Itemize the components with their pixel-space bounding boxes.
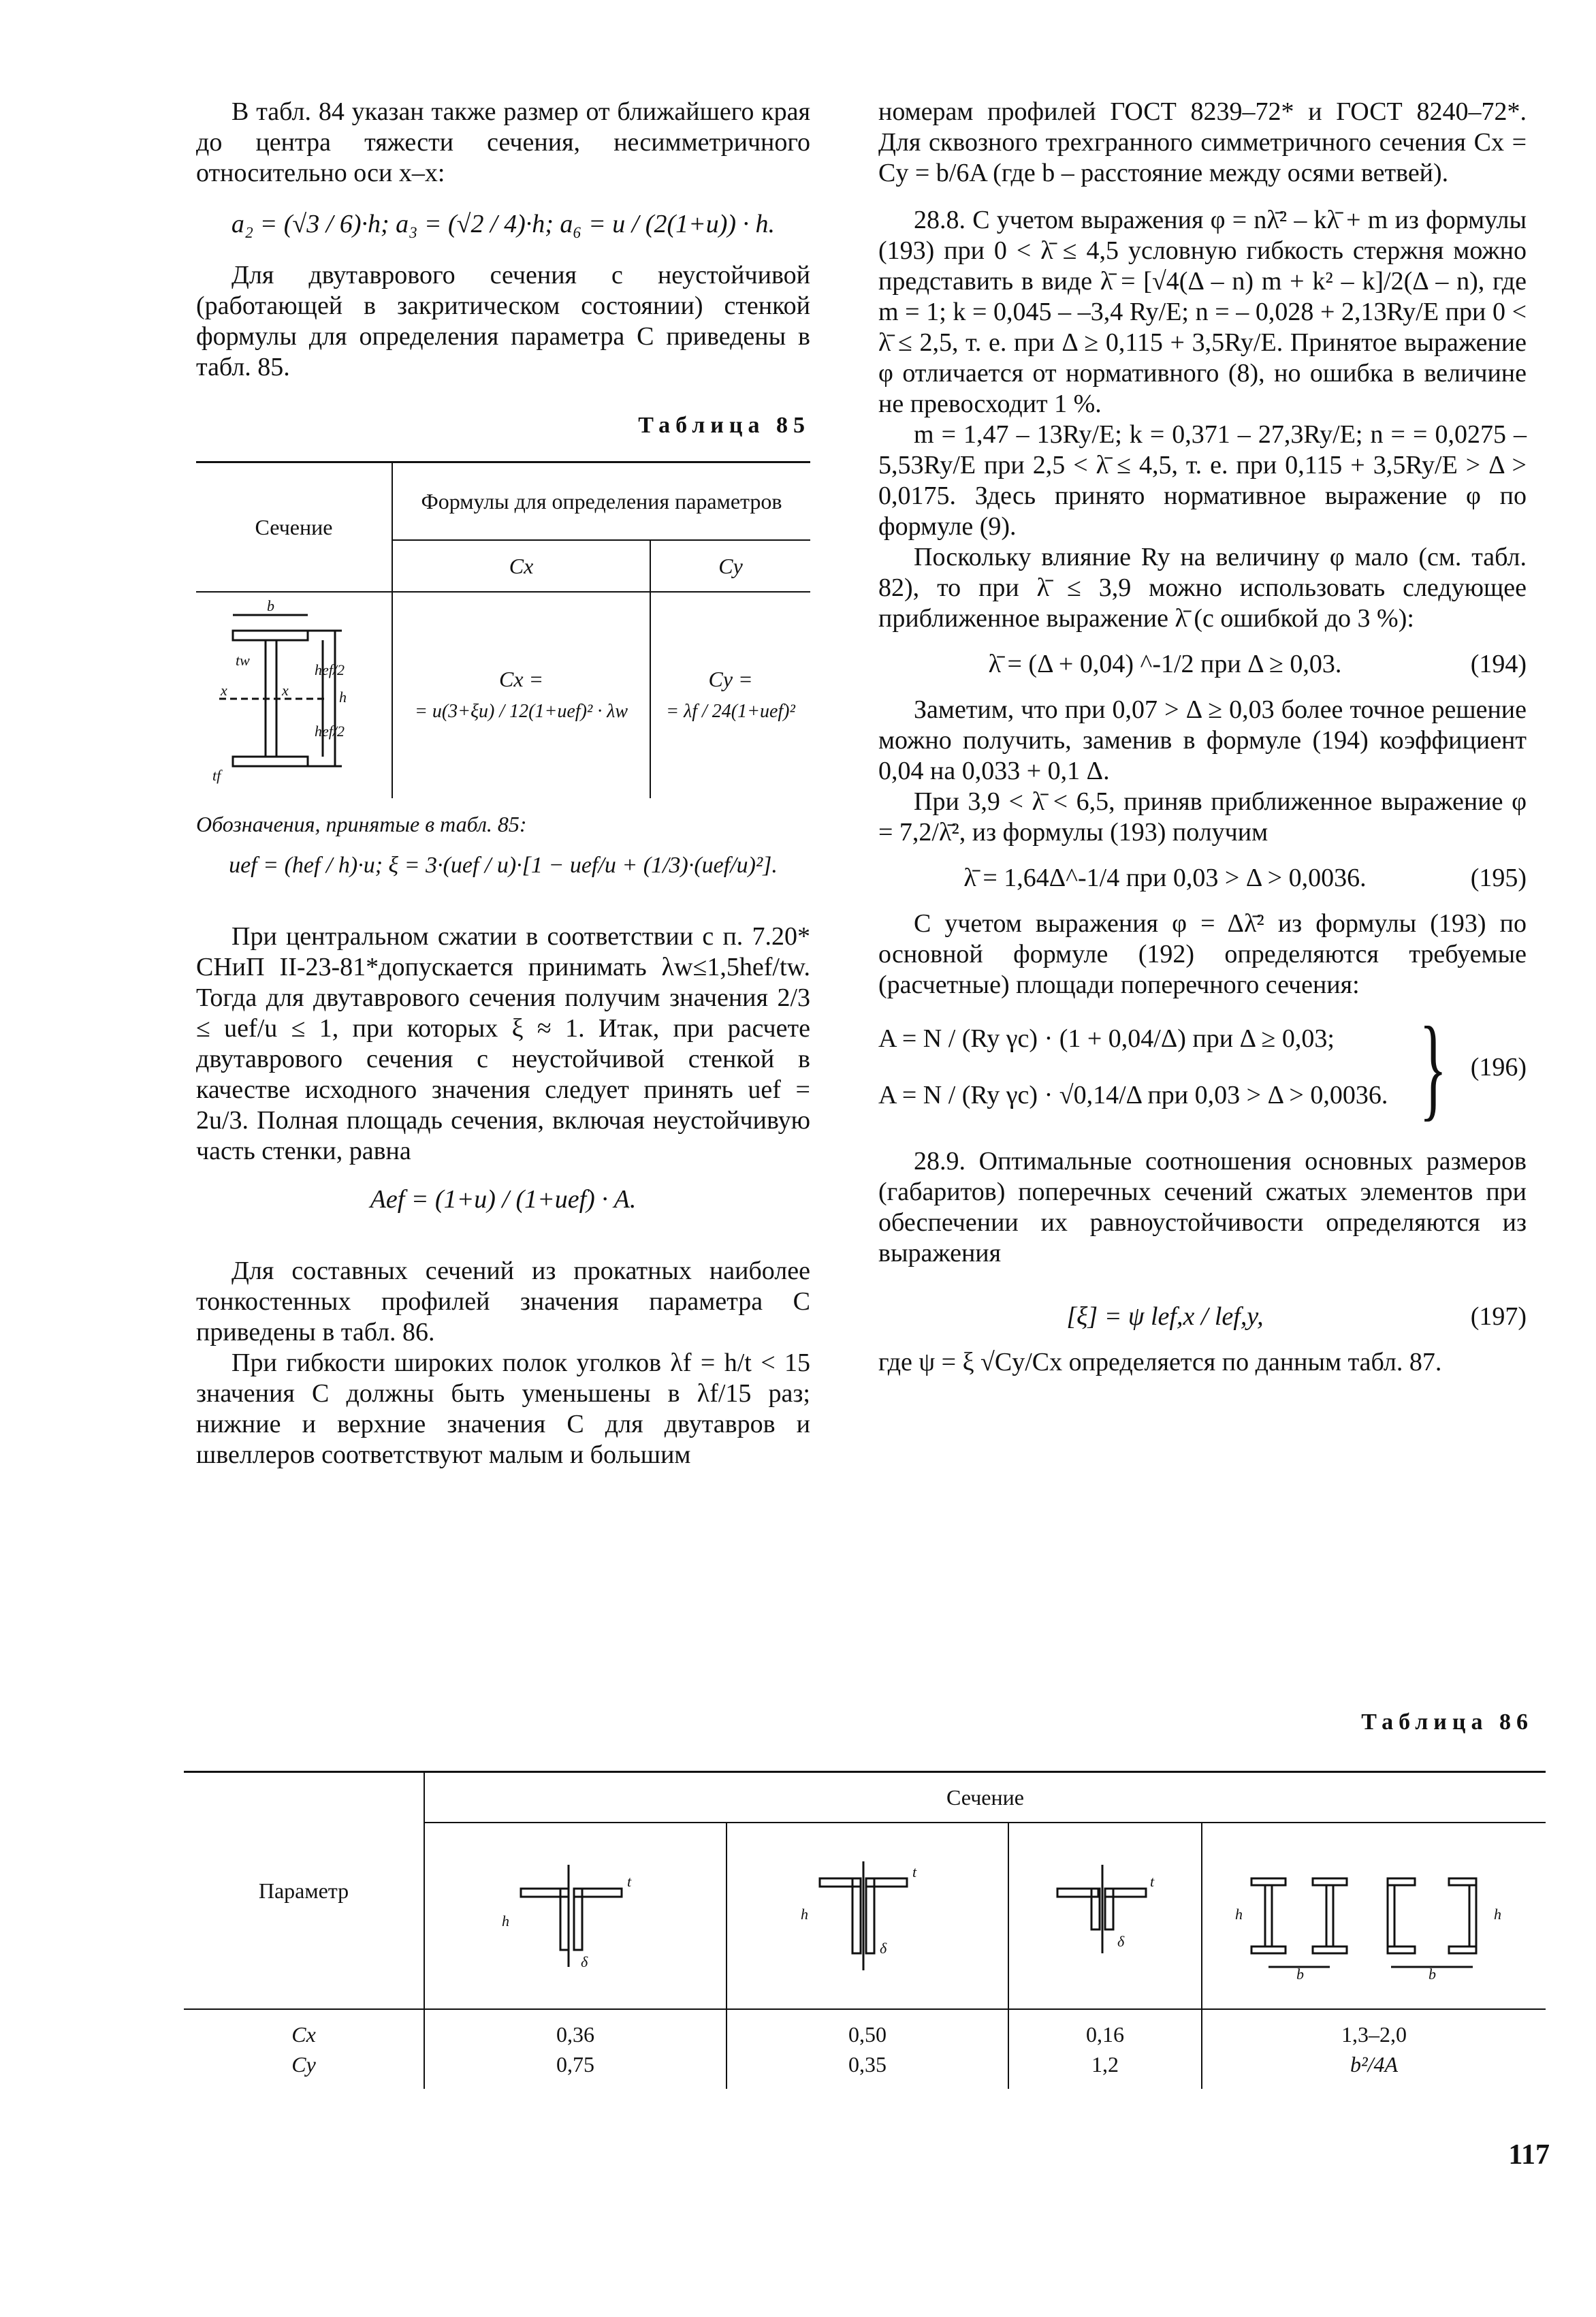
cx-formula-cell: Cx = = u(3+ξu) / 12(1+uef)² · λw [392, 592, 650, 798]
svg-text:h: h [801, 1906, 808, 1923]
equation-number: (196) [1470, 1052, 1527, 1082]
left-column [196, 97, 810, 1470]
table-header-formulas: Формулы для определения параметров [392, 462, 810, 541]
values-cell: 0,50 0,35 [727, 2009, 1008, 2089]
i-beam-and-channel-sections-sketch [1224, 1851, 1524, 1981]
equation-194: λ̄ = (Δ + 0,04) ^-1/2 при Δ ≥ 0,03. (194) [988, 650, 1527, 678]
paragraph: При центральном сжатии в соответствии с п. 7.20* СНиП II-23-81*допускается принимать λw≤1,5hef/tw. Тогда для двутаврового сечения получим значения 2/3 ≤ uef/u ≤ 1, при которых ξ ≈ 1. Итак, при расчете двутаврового сечения с неустойчивой стенкой в качестве исходного значения следует принять uef = 2u/3. Полная площадь сечения, включая неустойчивую часть стенки, равна [196, 922, 810, 1165]
page-number: 117 [1508, 2139, 1550, 2171]
paragraph: Для составных сечений из прокатных наиболее тонкостенных профилей значения параметра C приведены в табл. 86. [196, 1257, 810, 1346]
paragraph: В табл. 84 указан также размер от ближайшего края до центра тяжести сечения, несимметричного относительно оси x–x: [196, 97, 810, 187]
formula-aef: Aef = (1+u) / (1+uef) · A. [370, 1185, 637, 1214]
tee-angle-section-sketch [1037, 1851, 1173, 1981]
equation-number: (195) [1470, 864, 1527, 892]
paragraph: С учетом выражения φ = Δλ̄² из формулы (193) по основной формуле (192) определяются требуемые (расчетные) площади поперечного сечения: [878, 909, 1527, 999]
row-labels: Cx Cy [184, 2009, 424, 2089]
equation-196 [878, 1003, 1527, 1131]
svg-text:δ: δ [581, 1953, 588, 1970]
paragraph-28-9: 28.9. Оптимальные соотношения основных размеров (габаритов) поперечных сечений сжатых элементов при обеспечении их равноустойчивости определяются из выражения [878, 1147, 1527, 1267]
svg-text:hef/2: hef/2 [314, 723, 345, 740]
table-85 [196, 461, 810, 798]
svg-text:b: b [1429, 1966, 1436, 1981]
table-86-header-section: Сечение [424, 1772, 1546, 1823]
table-85-caption: Таблица 85 [638, 413, 810, 438]
svg-text:tw: tw [235, 652, 250, 669]
cy-formula-cell: Cy = = λf / 24(1+uef)² [650, 592, 810, 798]
values-cell: 1,3–2,0 b²/4A [1202, 2009, 1546, 2089]
section-sketch-cell [1008, 1823, 1202, 2009]
svg-text:x: x [281, 682, 289, 699]
notation-formula: uef = (hef / h)·u; ξ = 3·(uef / u)·[1 − uef/u + (1/3)·(uef/u)²]. [229, 853, 778, 878]
table-85-notation-title: Обозначения, принятые в табл. 85: [196, 812, 527, 836]
values-cell: 0,16 1,2 [1008, 2009, 1202, 2089]
paragraph: m = 1,47 – 13Ry/E; k = 0,371 – 27,3Ry/E; n = = 0,0275 – 5,53Ry/E при 2,5 < λ̄ ≤ 4,5, т. е. при 0,115 + 3,5Ry/E > Δ > 0,0175. Здесь принято нормативное выражение φ по формуле (9). [878, 420, 1527, 541]
equation-number: (197) [1470, 1302, 1527, 1331]
svg-text:b: b [1296, 1966, 1304, 1981]
svg-text:t: t [1150, 1873, 1155, 1890]
svg-text:t: t [627, 1873, 632, 1890]
paragraph: При 3,9 < λ̄ < 6,5, приняв приближенное выражение φ = 7,2/λ̄², из формулы (193) получим [878, 787, 1527, 847]
svg-text:t: t [912, 1863, 917, 1880]
paragraph: номерам профилей ГОСТ 8239–72* и ГОСТ 8240–72*. Для сквозного трехгранного симметричного сечения Cx = Cy = b/6A (где b – расстояние между осями ветвей). [878, 97, 1527, 187]
svg-text:hef/2: hef/2 [314, 661, 345, 678]
svg-text:h: h [1235, 1906, 1243, 1923]
paragraph: Заметим, что при 0,07 > Δ ≥ 0,03 более точное решение можно получить, заменив в формуле (194) коэффициент 0,04 на 0,033 + 0,1 Δ. [878, 695, 1527, 785]
svg-text:x: x [220, 682, 227, 699]
svg-text:h: h [338, 689, 347, 706]
right-column [878, 97, 1527, 1378]
table-86-caption: Таблица 86 [1361, 1709, 1533, 1735]
paragraph: где ψ = ξ √Cy/Cx определяется по данным табл. 87. [878, 1348, 1442, 1376]
paragraph-28-8: 28.8. С учетом выражения φ = nλ̄² – kλ̄ + m из формулы (193) при 0 < λ̄ ≤ 4,5 условную гибкость стержня можно представить в виде λ̄ = [√4(Δ – n) m + k² – k]/2(Δ – n), где m = 1; k = 0,045 – –3,4 Ry/E; n = – 0,028 + 2,13Ry/E при 0 < λ̄ ≤ 2,5, т. е. при Δ ≥ 0,115 + 3,5Ry/E. Принятое выражение φ отличается от нормативного (8), но ошибка в величине не превосходит 1 %. [878, 206, 1527, 418]
section-sketch-cell [1202, 1823, 1546, 2009]
paragraph: При гибкости широких полок уголков λf = h/t < 15 значения C должны быть уменьшены в λf/15 раз; нижние и верхние значения C для двутавров и швеллеров соответствуют малым и большим [196, 1349, 810, 1469]
i-beam-sketch-cell [196, 592, 392, 798]
equation-number: (194) [1470, 650, 1527, 678]
paragraph: Для двутаврового сечения с неустойчивой (работающей в закритическом состоянии) стенкой формулы для определения параметра C приведены в табл. 85. [196, 261, 810, 381]
paragraph: Поскольку влияние Ry на величину φ мало (см. табл. 82), то при λ̄ ≤ 3,9 можно использовать следующее приближенное выражение λ̄ (с ошибкой до 3 %): [878, 543, 1527, 633]
equation-197: [ξ] = ψ lef,x / lef,y, (197) [1066, 1302, 1527, 1331]
section-sketch-cell [424, 1823, 727, 2009]
svg-text:h: h [502, 1912, 509, 1929]
table-86 [184, 1771, 1546, 2089]
svg-text:h: h [1494, 1906, 1501, 1923]
equation-196b: A = N / (Ry γc) · √0,14/Δ при 0,03 > Δ > 0,0036. [878, 1081, 1388, 1109]
table-header-cx: Cx [392, 540, 650, 592]
cross-angle-section-sketch [786, 1851, 949, 1981]
equation-196a: A = N / (Ry γc) · (1 + 0,04/Δ) при Δ ≥ 0,03; [878, 1024, 1335, 1053]
svg-text:δ: δ [880, 1940, 887, 1957]
table-header-section: Сечение [196, 462, 392, 593]
svg-text:b: b [266, 600, 274, 614]
equation-195: λ̄ = 1,64Δ^-1/4 при 0,03 > Δ > 0,0036. (195) [963, 864, 1527, 892]
values-cell: 0,36 0,75 [424, 2009, 727, 2089]
svg-text:tf: tf [212, 767, 221, 784]
brace: } [1419, 1003, 1448, 1131]
i-beam-section-sketch [206, 600, 383, 791]
double-angle-section-sketch [494, 1851, 657, 1981]
table-header-cy: Cy [650, 540, 810, 592]
formula-a-values: a₂ = (√3 / 6)·h; a₃ = (√2 / 4)·h; a₆ = u / (2(1+u)) · h. [231, 210, 776, 238]
section-sketch-cell [727, 1823, 1008, 2009]
svg-text:δ: δ [1117, 1933, 1125, 1950]
table-86-header-param: Параметр [184, 1772, 424, 2010]
